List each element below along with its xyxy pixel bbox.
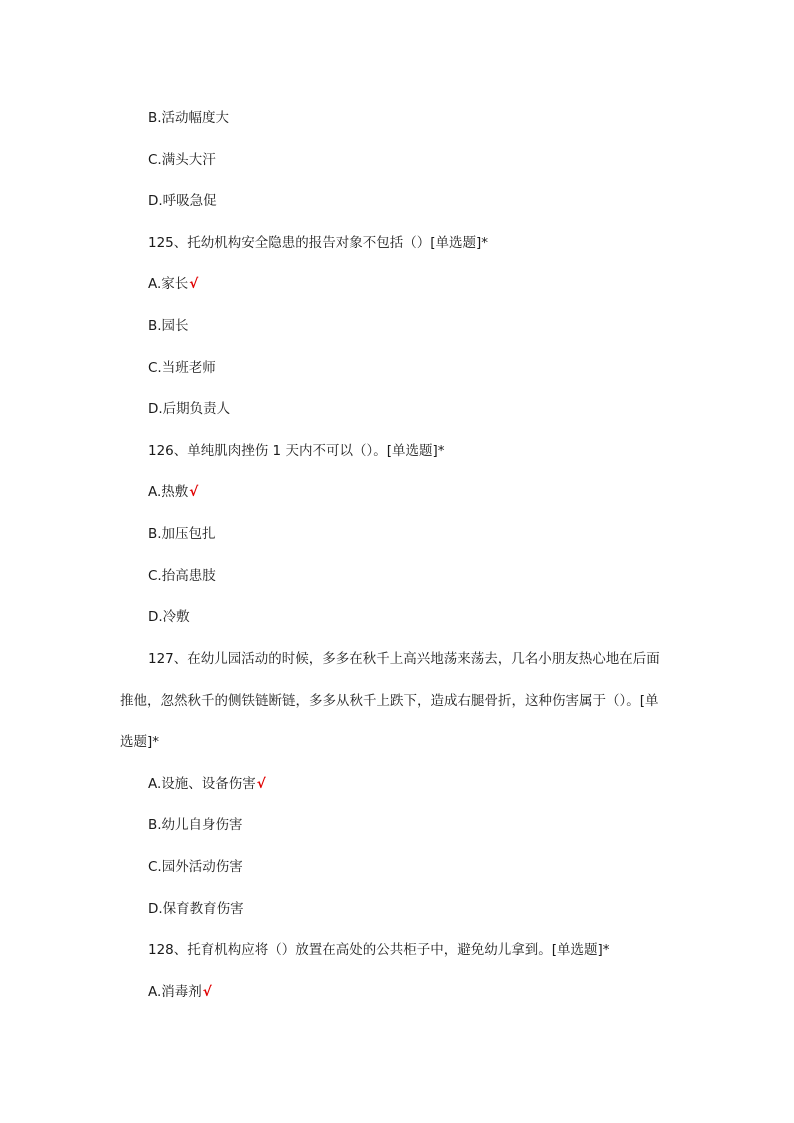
correct-check-icon: √ [256, 776, 266, 792]
question-127-continuation: 推他，忽然秋千的侧铁链断链，多多从秋千上跌下，造成右腿骨折，这种伤害属于（）。[单 [120, 693, 659, 709]
correct-check-icon: √ [189, 276, 199, 292]
question-125: 125、托幼机构安全隐患的报告对象不包括（）[单选题]* [148, 235, 489, 251]
option-a-facility-injury: A.设施、设备伤害√ [148, 776, 266, 792]
question-126: 126、单纯肌肉挫伤 1 天内不可以（）。[单选题]* [148, 443, 445, 459]
option-b-activity-range: B.活动幅度大 [148, 110, 230, 126]
option-a-disinfectant: A.消毒剂√ [148, 984, 212, 1000]
option-c-teacher-on-duty: C.当班老师 [148, 360, 216, 376]
question-127: 127、在幼儿园活动的时候，多多在秋千上高兴地荡来荡去，几名小朋友热心地在后面 [148, 651, 660, 667]
option-c-outdoor-injury: C.园外活动伤害 [148, 859, 243, 875]
option-b-principal: B.园长 [148, 318, 189, 334]
question-127-continuation: 选题]* [120, 734, 160, 750]
option-c-sweating: C.满头大汗 [148, 152, 216, 168]
option-a-parents: A.家长√ [148, 276, 199, 292]
correct-check-icon: √ [189, 484, 199, 500]
option-c-elevate-limb: C.抬高患肢 [148, 568, 216, 584]
option-d-education-injury: D.保育教育伤害 [148, 901, 244, 917]
option-a-hot-compress: A.热敷√ [148, 484, 199, 500]
correct-check-icon: √ [202, 984, 212, 1000]
option-b-self-injury: B.幼儿自身伤害 [148, 817, 243, 833]
question-128: 128、托育机构应将（）放置在高处的公共柜子中，避免幼儿拿到。[单选题]* [148, 942, 610, 958]
option-b-pressure-bandage: B.加压包扎 [148, 526, 216, 542]
option-d-logistics-head: D.后期负责人 [148, 401, 231, 417]
option-d-rapid-breathing: D.呼吸急促 [148, 193, 217, 209]
option-d-cold-compress: D.冷敷 [148, 609, 190, 625]
